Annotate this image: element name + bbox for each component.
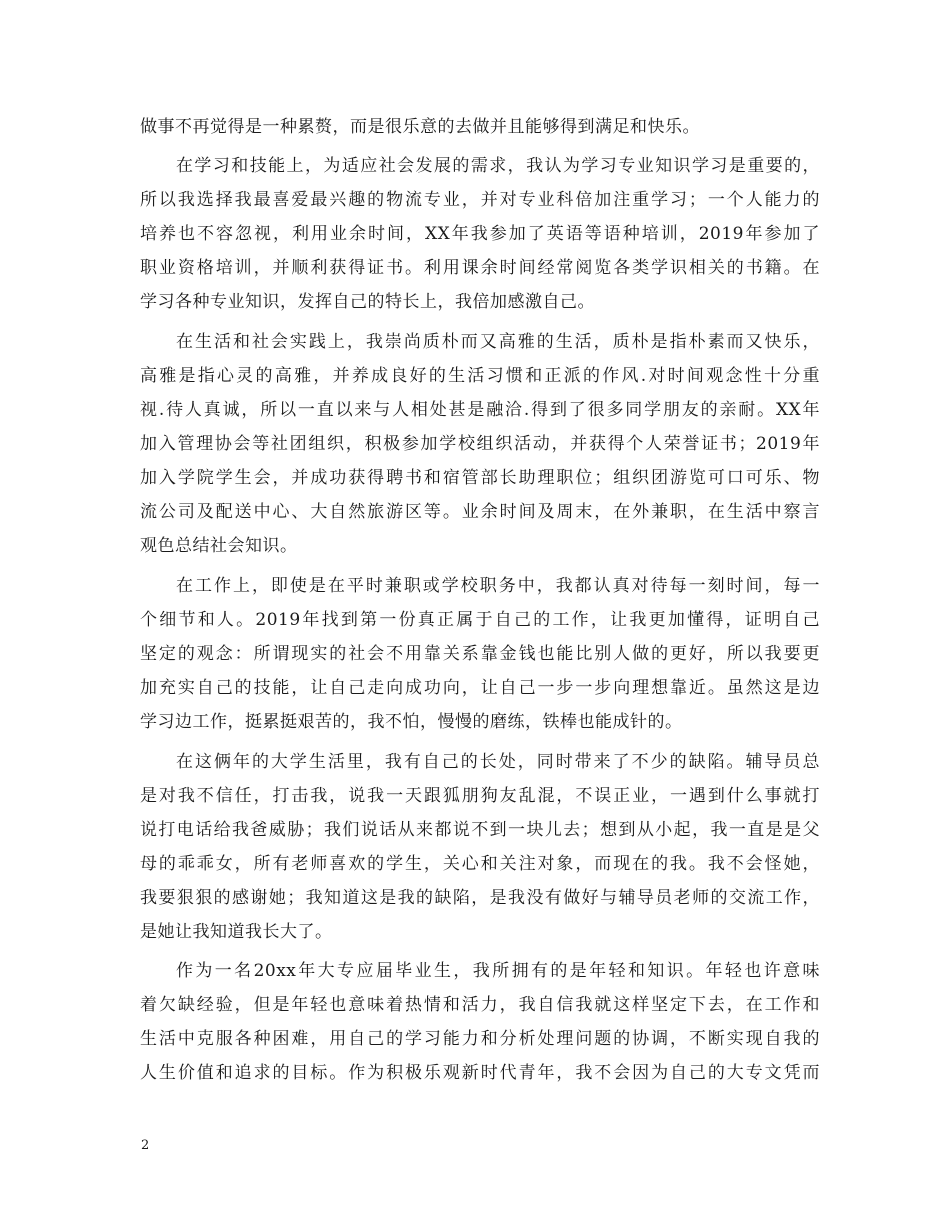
text-line: 人生价值和追求的目标。作为积极乐观新时代青年，我不会因为自己的大专文凭而	[140, 1063, 820, 1083]
text-line: 学习各种专业知识，发挥自己的特长上，我倍加感激自己。	[140, 292, 595, 312]
text-line: 坚定的观念：所谓现实的社会不用靠关系靠金钱也能比别人做的更好，所以我要更	[140, 644, 820, 664]
text-line: 培养也不容忽视，利用业余时间，XX年我参加了英语等语种培训，2019年参加了	[140, 224, 820, 244]
paragraph-line: 在生活和社会实践上，我崇尚质朴而又高雅的生活，质朴是指朴素而又快乐，	[176, 332, 820, 352]
text-line: 生活中克服各种困难，用自己的学习能力和分析处理问题的协调，不断实现自我的	[140, 1029, 820, 1049]
paragraph-line: 作为一名20xx年大专应届毕业生，我所拥有的是年轻和知识。年轻也许意味	[176, 961, 820, 981]
text-line: 高雅是指心灵的高雅，并养成良好的生活习惯和正派的作风.对时间观念性十分重	[140, 366, 820, 386]
paragraph-line: 在这俩年的大学生活里，我有自己的长处，同时带来了不少的缺陷。辅导员总	[176, 752, 820, 772]
text-line: 观色总结社会知识。	[140, 536, 298, 556]
text-line: 母的乖乖女，所有老师喜欢的学生，关心和关注对象，而现在的我。我不会怪她，	[140, 854, 820, 874]
text-line: 加入学院学生会，并成功获得聘书和宿管部长助理职位；组织团游览可口可乐、物	[140, 468, 820, 488]
text-line: 着欠缺经验，但是年轻也意味着热情和活力，我自信我就这样坚定下去，在工作和	[140, 995, 820, 1015]
text-line: 说打电话给我爸威胁；我们说话从来都说不到一块儿去；想到从小起，我一直是是父	[140, 820, 820, 840]
text-line: 是她让我知道我长大了。	[140, 922, 333, 942]
text-line: 所以我选择我最喜爱最兴趣的物流专业，并对专业科倍加注重学习；一个人能力的	[140, 190, 820, 210]
text-line: 学习边工作，挺累挺艰苦的，我不怕，慢慢的磨练，铁棒也能成针的。	[140, 712, 683, 732]
page-number: 2	[141, 1138, 150, 1153]
text-line: 视.待人真诚，所以一直以来与人相处甚是融洽.得到了很多同学朋友的亲耐。XX年	[140, 400, 820, 420]
text-line: 我要狠狠的感谢她；我知道这是我的缺陷，是我没有做好与辅导员老师的交流工作，	[140, 888, 820, 908]
text-line: 加充实自己的技能，让自己走向成功向，让自己一步一步向理想靠近。虽然这是边	[140, 678, 820, 698]
paragraph-line: 在学习和技能上，为适应社会发展的需求，我认为学习专业知识学习是重要的，	[176, 156, 820, 176]
text-line: 流公司及配送中心、大自然旅游区等。业余时间及周末，在外兼职，在生活中察言	[140, 502, 820, 522]
text-line: 做事不再觉得是一种累赘，而是很乐意的去做并且能够得到满足和快乐。	[140, 117, 700, 137]
paragraph-line: 在工作上，即使是在平时兼职或学校职务中，我都认真对待每一刻时间，每一	[176, 576, 820, 596]
text-line: 加入管理协会等社团组织，积极参加学校组织活动，并获得个人荣誉证书；2019年	[140, 434, 820, 454]
text-line: 是对我不信任，打击我，说我一天跟狐朋狗友乱混，不误正业，一遇到什么事就打	[140, 786, 820, 806]
text-line: 职业资格培训，并顺利获得证书。利用课余时间经常阅览各类学识相关的书籍。在	[140, 258, 820, 278]
text-line: 个细节和人。2019年找到第一份真正属于自己的工作，让我更加懂得，证明自己	[140, 610, 820, 630]
